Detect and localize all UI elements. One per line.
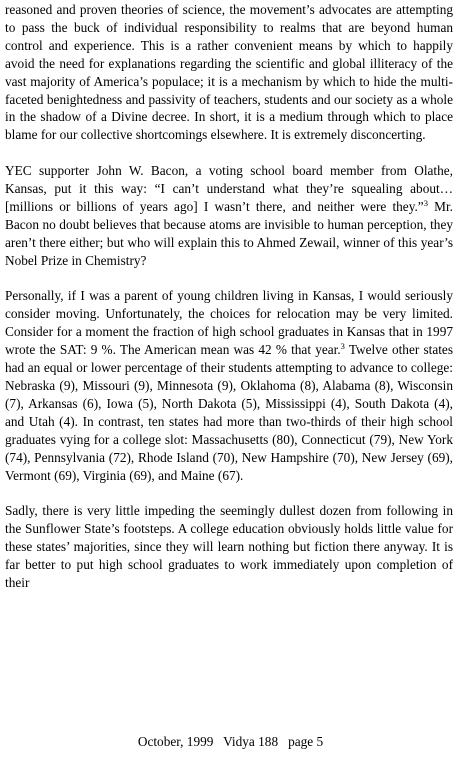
paragraph-4	[5, 502, 453, 592]
paragraph-3-text-a: Personally, if I was a parent of young children living in Kansas, I would seriously consider moving. Unfortunately, the choices for relocation may be very limited. Consider for a moment the fraction of high school graduates in Kansas that in 1997 wrote the SAT: 9 %. The American mean was 42 % that year.	[5, 288, 453, 358]
paragraph-3-text-b: Twelve other states had an equal or lower percentage of their students attempting to advance to college: Nebraska (9), Missouri (9), Minnesota (9), Oklahoma (8), Alabama (8), Wisconsin (7), Arkansas (6), Iowa (5), North Dakota (5), Mississippi (4), South Dakota (4), and Utah (4). In contrast, ten states had more than two-thirds of their high school graduates vying for a college slot: Massachusetts (80), Connecticut (79), New York (74), Pennsylvania (72), Rhode Island (70), New Hampshire (70), New Jersey (69), Vermont (69), Virginia (69), and Maine (67).	[5, 342, 453, 483]
paragraph-2-text-b: Mr. Bacon no doubt believes that because atoms are invisible to human perception, they aren’t there either; but who will explain this to Ahmed Zewail, winner of this year’s Nobel Prize in Chemistry?	[5, 198, 453, 268]
paragraph-3	[5, 287, 453, 484]
footnote-ref: 3	[340, 341, 345, 352]
footer-text: October, 1999 Vidya 188 page 5	[137, 734, 324, 749]
article-body	[5, 1, 453, 610]
paragraph-1	[5, 1, 453, 144]
paragraph-4-text: Sadly, there is very little impeding the seemingly dullest dozen from following in the Sunflower State’s footsteps. A college education obviously holds little value for these states’ majorities, since they will learn nothing but fiction there anyway. It is far better to put high school graduates to work immediately upon completion of their	[5, 503, 453, 590]
paragraph-1-text: reasoned and proven theories of science, the movement’s advocates are attempting to pass the buck of individual responsibility to realms that are beyond human control and experience. This is a rather convenient means by which to happily avoid the need for explanations regarding the scientific and global illiteracy of the vast majority of America’s populace; it is a mechanism by which to hide the multi-faceted benightedness and passivity of teachers, students and our society as a whole in the shadow of a Divine decree. In short, it is a medium through which to place blame for our collective shortcomings elsewhere. It is extremely disconcerting.	[5, 2, 453, 143]
page-footer	[0, 733, 461, 750]
footnote-ref: 3	[423, 197, 428, 208]
paragraph-2-text-a: YEC supporter John W. Bacon, a voting school board member from Olathe, Kansas, put it this way: “I can’t understand what they’re squealing about…[millions or billions of years ago] I wasn’t there, and neither were they.”	[5, 163, 453, 214]
paragraph-2	[5, 162, 453, 269]
